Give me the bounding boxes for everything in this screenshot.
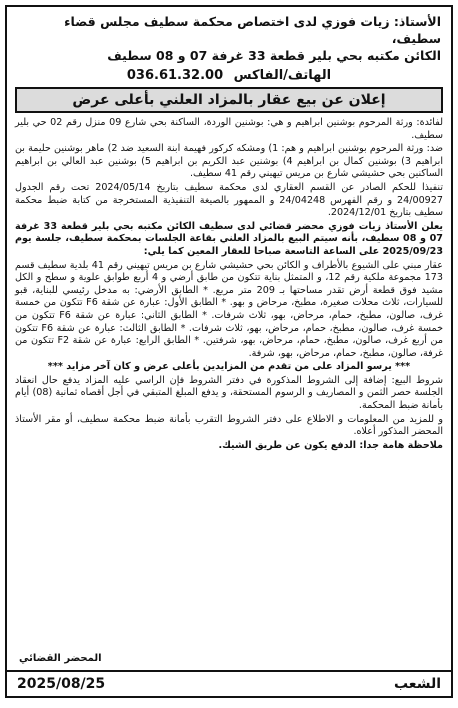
announcement-title: إعلان عن بيع عقار بالمزاد العلني بأعلى عرض [15, 87, 443, 113]
newspaper-footer [7, 670, 451, 696]
judgment-paragraph: تنفيذا للحكم الصادر عن القسم العقاري لدى محكمة سطيف بتاريخ 2024/05/14 تحت رقم الجدول 24/00927 و رقم الفهرس 24/04248 و الممهور بالصيغة التنفيذية المستخرجة من كتابة ضبط محكمة سطيف بتاريخ 2024/12/01. [15, 181, 443, 219]
header-line-1: الأستاذ: زيات فوزي لدى اختصاص محكمة سطيف مجلس قضاء سطيف، [64, 14, 441, 46]
announcement-page [5, 5, 453, 698]
important-note: ملاحظة هامة جدا: الدفع يكون عن طريق الشيك. [218, 439, 443, 451]
fax-number: 036.61.32.00 [126, 68, 224, 83]
property-description: عقار مبني على الشيوع بالأطراف و الكائن بحي حشيشي شارع بن مريس تيهيني رقم 41 بلدية سطيف قسم 173 مجموعة ملكية رقم 12، و المتمثل بناية تتكون من طابق أرضي و 4 أربع طوابق علوية و سطح و الكل مشيد فوق قطعة أرض تقدر مساحتها بـ 209 متر مربع. * الطابق الأرضي: به مدخل رئيسي للبناية، قبو للسيارات، ثلاث محلات صغيرة، مطبخ، مرحاض و بهو. * الطابق الأول: عبارة عن شقة F6 تتكون من خمسة غرف، صالون، مطبخ، حمام، مرحاض، بهو، ثلاث شرفات. * الطابق الثاني: عبارة عن شقة F6 تتكون من خمسة غرف، صالون، مطبخ، حمام، مرحاض، بهو، ثلاث شرفات. * الطابق الثالث: عبارة عن شقة F6 تتكون من أربع غرف، صالون، مطبخ، حمام، مرحاض، بهو، شرفتين. * الطابق الرابع: عبارة عن شقة F2 تتكون من غرفة، صالون، مطبخ، حمام، مرحاض، بهو، شرفة. [15, 259, 444, 359]
information-paragraph: و للمزيد من المعلومات و الاطلاع على دفتر الشروط التقرب بأمانة ضبط محكمة سطيف، أو مقر الأستاذ المحضر المذكور أعلاه. [15, 413, 443, 438]
publication-date: 2025/08/25 [17, 676, 106, 692]
defendant-paragraph: ضد: ورثة المرحوم بوشنين ابراهيم و هم: 1) ومشكه كركور فهيمة ابنة السعيد ضد 2) ماهر بوشنين حليمة بن ابراهيم 3) بوشنين كمال بن ابراهيم 4) بوشنين عبد الكريم بن ابراهيم 5) بوشنين عبد العالي بن ابراهيم الساكنين بحي حشيشي شارع بن مريس تيهيني رقم 41 سطيف. [15, 143, 444, 180]
auction-rule: *** يرسو المزاد على من تقدم من المزايدين بأعلى عرض و كان آخر مزايد *** [47, 361, 411, 373]
sale-notice-paragraph: يعلن الأستاذ زيات فوزي محضر قضائي لدى سطيف الكائن مكتبه بحي بلير قطعة 33 غرفة 07 و 08 سطيف، بأنه سيتم البيع بالمزاد العلني بقاعة الجلسات بمحكمة سطيف، جلسة يوم 2025/09/23 على الساعة التاسعة صباحا للعقار المعين كما يلي: [15, 220, 443, 257]
newspaper-name: الشعب [393, 676, 441, 692]
plaintiff-paragraph: لفائدة: ورثة المرحوم بوشنين ابراهيم و هي: بوشنين الوردة، الساكنة بحي شارع 09 منزل رقم 02 حي بلير سطيف. [15, 117, 443, 141]
fax-line [7, 68, 451, 83]
header-line-2: الكائن مكتبه بحي بلير قطعة 33 غرفة 07 و 08 سطيف [107, 48, 441, 63]
fax-label: الهاتف/الفاكس [233, 68, 332, 83]
bailiff-header [7, 7, 451, 66]
bailiff-signature: المحضر القضائي [19, 653, 102, 664]
announcement-body [7, 117, 451, 452]
sale-conditions: شروط البيع: إضافة إلى الشروط المذكورة في دفتر الشروط فإن الراسي عليه المزاد يدفع حال انعقاد الجلسة حصر الثمن و المصاريف و الرسوم المستحقة، و يدفع المبلغ المتبقي في أجل أقصاه ثمانية (08) أيام بأمانة ضبط المحكمة. [15, 374, 443, 412]
